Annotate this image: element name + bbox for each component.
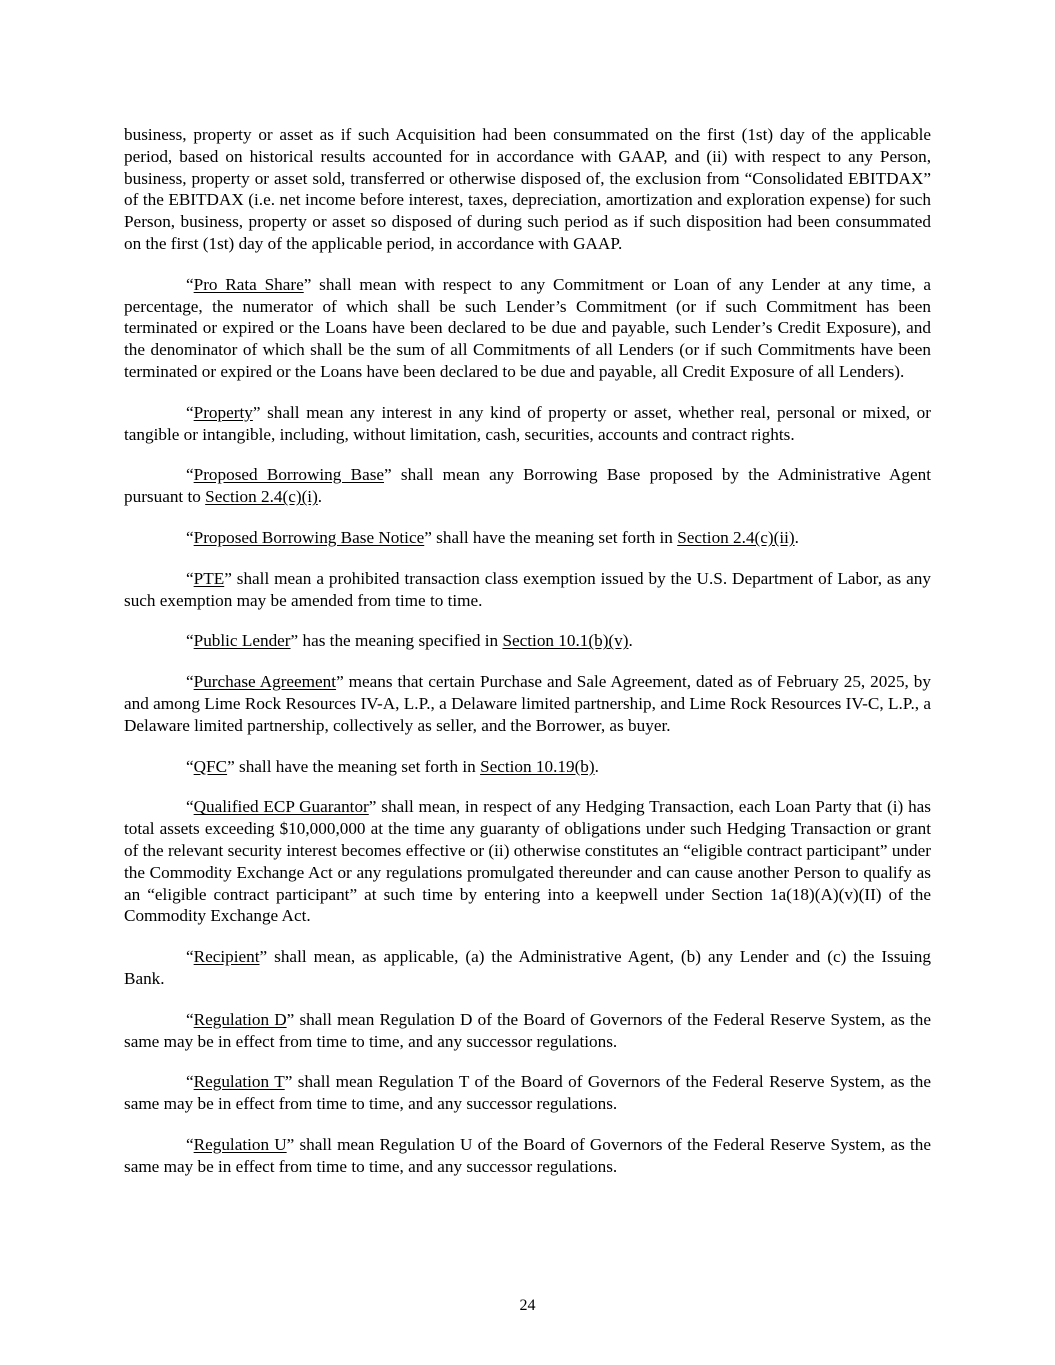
definition-text: shall mean any Borrowing Base proposed by the Administrative Agent pursuant to [124, 465, 931, 507]
definition-qfc: “QFC” shall have the meaning set forth in Section 10.19(b). [186, 756, 599, 776]
section-reference: Section 2.4(c)(ii) [677, 527, 795, 547]
definition-regulation-d: “Regulation D” shall mean Regulation D of the Board of Governors of the Federal Reserve System, as the same may be in effect from time to time, and any successor regulations. [124, 1009, 931, 1051]
definition-text: shall mean, in respect of any Hedging Transaction, each Loan Party that (i) has total assets exceeding $10,000,000 at the time any guaranty of obligations under such Hedging Transaction or grant of the relevant security interest becomes effective or (ii) otherwise constitutes an “eligible contract participant” under the Commodity Exchange Act or any regulations promulgated thereunder and can cause another Person to qualify as an “eligible contract participant” at such time by entering into a keepwell under Section 1a(18)(A)(v)(II) of the Commodity Exchange Act. [124, 797, 931, 926]
definition-text: shall mean, as applicable, (a) the Administrative Agent, (b) any Lender and (c) the Issuing Bank. [124, 947, 931, 988]
page-number: 24 [519, 1297, 536, 1314]
defined-term: Proposed Borrowing Base Notice [193, 527, 425, 547]
definition-text: means that certain Purchase and Sale Agreement, dated as of February 25, 2025, by and among Lime Rock Resources IV-A, L.P., a Delaware limited partnership, and Lime Rock Resources IV-C, L.P., a Delaware limited partnership, collectively as seller, and the Borrower, as buyer. [124, 672, 931, 735]
definition-pte: “PTE” shall mean a prohibited transaction class exemption issued by the U.S. Department of Labor, as any such exemption may be amended from time to time. [124, 568, 931, 610]
defined-term: Purchase Agreement [193, 672, 337, 692]
definition-text: shall mean any interest in any kind of property or asset, whether real, personal or mixed, or tangible or intangible, including, without limitation, cash, securities, accounts and contract rights. [124, 402, 931, 444]
definition-text: has the meaning specified in [298, 631, 503, 651]
definition-text: shall mean with respect to any Commitment or Loan of any Lender at any time, a percentage, the numerator of which shall be such Lender’s Commitment (or if such Commitment has been terminated or expired or the Loans have been declared to be due and payable, such Lender’s Credit Exposure), and the denominator of which shall be the sum of all Commitments of all Lenders (or if such Commitments have been terminated or expired or the Loans have been declared to be due and payable, all Credit Exposure of all Lenders). [124, 274, 931, 381]
definition-tail: . [628, 631, 633, 651]
defined-term: Regulation U [193, 1134, 287, 1154]
section-reference: Section 10.19(b) [480, 756, 595, 776]
defined-term: Regulation T [193, 1072, 285, 1092]
definition-tail: . [317, 487, 323, 507]
definition-text: shall mean a prohibited transaction class exemption issued by the U.S. Department of Labor, as any such exemption may be amended from time to time. [124, 568, 931, 610]
definition-tail: . [594, 756, 599, 776]
definition-tail: . [794, 527, 799, 547]
continuation-paragraph: business, property or asset as if such Acquisition had been consummated on the first (1st) day of the applicable period, based on historical results accounted for in accordance with GAAP, and (ii) with respect to any Person, business, property or asset sold, transferred or otherwise disposed of, the exclusion from “Consolidated EBITDAX” of the EBITDAX (i.e. net income before interest, taxes, depreciation, amortization and exploration expense) for such Person, business, property or asset so disposed of during such period as if such disposition had been consummated on the first (1st) day of the applicable period, in accordance with GAAP. [124, 125, 931, 253]
defined-term: Pro Rata Share [193, 274, 304, 294]
definition-qualified-ecp-guarantor: “Qualified ECP Guarantor” shall mean, in respect of any Hedging Transaction, each Loan Party that (i) has total assets exceeding $10,000,000 at the time any guaranty of obligations under such Hedging Transaction or grant of the relevant security interest becomes effective or (ii) otherwise constitutes an “eligible contract participant” under the Commodity Exchange Act or any regulations promulgated thereunder and can cause another Person to qualify as an “eligible contract participant” at such time by entering into a keepwell under Section 1a(18)(A)(v)(II) of the Commodity Exchange Act. [124, 797, 931, 926]
definition-proposed-borrowing-base-notice: “Proposed Borrowing Base Notice” shall have the meaning set forth in Section 2.4(c)(ii). [186, 527, 799, 547]
defined-term: Public Lender [193, 631, 291, 651]
defined-term: Qualified ECP Guarantor [193, 797, 369, 817]
definition-pro-rata-share: “Pro Rata Share” shall mean with respect to any Commitment or Loan of any Lender at any time, a percentage, the numerator of which shall be such Lender’s Commitment (or if such Commitment has been terminated or expired or the Loans have been declared to be due and payable, such Lender’s Credit Exposure), and the denominator of which shall be the sum of all Commitments of all Lenders (or if such Commitments have been terminated or expired or the Loans have been declared to be due and payable, all Credit Exposure of all Lenders). [124, 274, 931, 381]
definition-text: shall have the meaning set forth in [234, 756, 481, 776]
definition-text: shall mean Regulation D of the Board of Governors of the Federal Reserve System, as the same may be in effect from time to time, and any successor regulations. [124, 1009, 931, 1051]
definition-purchase-agreement: “Purchase Agreement” means that certain Purchase and Sale Agreement, dated as of February 25, 2025, by and among Lime Rock Resources IV-A, L.P., a Delaware limited partnership, and Lime Rock Resources IV-C, L.P., a Delaware limited partnership, collectively as seller, and the Borrower, as buyer. [124, 672, 931, 735]
defined-term: PTE [193, 568, 225, 588]
defined-term: QFC [193, 756, 228, 776]
defined-term: Regulation D [193, 1009, 287, 1029]
document-page [124, 124, 931, 1196]
definition-proposed-borrowing-base: “Proposed Borrowing Base” shall mean any Borrowing Base proposed by the Administrative Agent pursuant to Section 2.4(c)(i). [124, 465, 931, 507]
defined-term: Proposed Borrowing Base [193, 465, 385, 485]
defined-term: Recipient [193, 947, 260, 967]
defined-term: Property [193, 402, 253, 422]
section-reference: Section 2.4(c)(i) [205, 487, 318, 507]
definition-recipient: “Recipient” shall mean, as applicable, (a) the Administrative Agent, (b) any Lender and (c) the Issuing Bank. [124, 947, 931, 988]
section-reference: Section 10.1(b)(v) [502, 631, 629, 651]
definition-property: “Property” shall mean any interest in any kind of property or asset, whether real, personal or mixed, or tangible or intangible, including, without limitation, cash, securities, accounts and contract rights. [124, 402, 931, 444]
definition-regulation-t: “Regulation T” shall mean Regulation T of the Board of Governors of the Federal Reserve System, as the same may be in effect from time to time, and any successor regulations. [124, 1072, 931, 1114]
definition-public-lender: “Public Lender” has the meaning specified in Section 10.1(b)(v). [186, 631, 633, 651]
definition-text: shall mean Regulation T of the Board of Governors of the Federal Reserve System, as the same may be in effect from time to time, and any successor regulations. [124, 1072, 931, 1114]
definition-regulation-u: “Regulation U” shall mean Regulation U of the Board of Governors of the Federal Reserve System, as the same may be in effect from time to time, and any successor regulations. [124, 1134, 931, 1176]
definition-text: shall have the meaning set forth in [431, 527, 678, 547]
definition-text: shall mean Regulation U of the Board of Governors of the Federal Reserve System, as the same may be in effect from time to time, and any successor regulations. [124, 1134, 931, 1176]
